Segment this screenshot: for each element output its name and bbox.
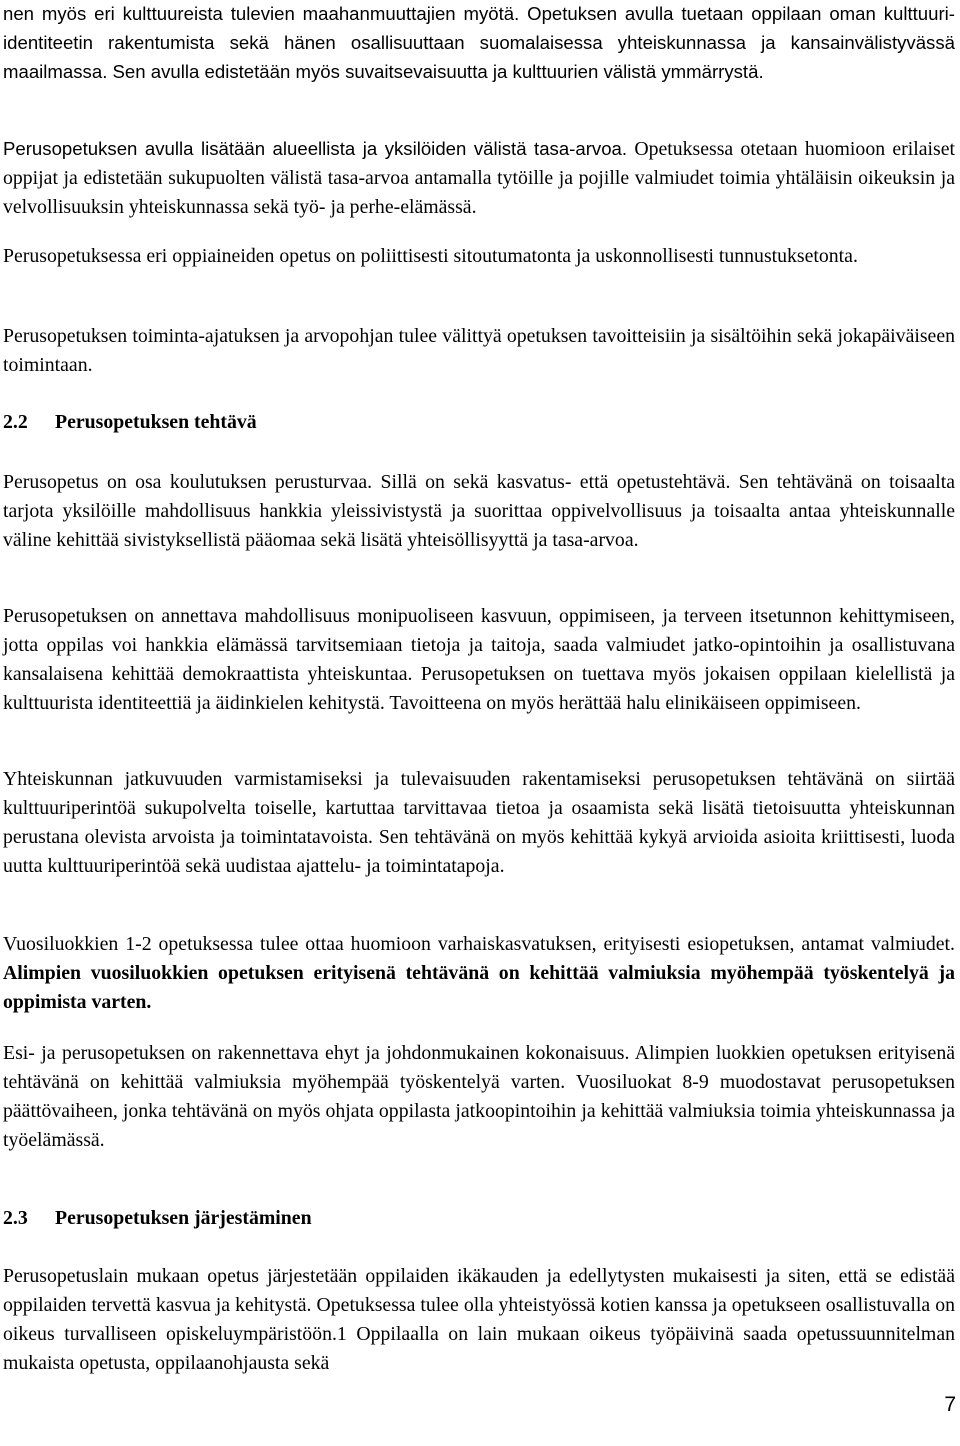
section-2-2-paragraph-1: Perusopetus on osa koulutuksen perusturvaa. Sillä on sekä kasvatus- että opetustehtävä. Sen tehtävänä on toisaalta tarjota yksilöille mahdollisuus hankkia yleissivistystä ja suorittaa oppivelvollisuus ja toisaalta antaa yhteiskunnalle väline kehittää sivistyksellistä pääomaa sekä lisätä yhteisöllisyyttä ja tasa-arvoa. bbox=[3, 471, 955, 551]
section-2-2-paragraph-4-lead: Vuosiluokkien 1-2 opetuksessa tulee ottaa huomioon varhaiskasvatuksen, erityisesti esiopetuksen, antamat valmiudet. bbox=[3, 933, 955, 955]
section-2-2-paragraph-4-bold: Alimpien vuosiluokkien opetuksen erityisenä tehtävänä on kehittää valmiuksia myöhempää työskentelyä ja oppimista varten. bbox=[3, 962, 955, 1013]
section-2-2-paragraph-3: Yhteiskunnan jatkuvuuden varmistamiseksi ja tulevaisuuden rakentamiseksi perusopetuksen tehtävänä on siirtää kulttuuriperintöä sukupolvelta toiselle, kartuttaa tarvittavaa tietoa ja osaamista sekä lisätä tietoisuutta yhteiskunnan perustana olevista arvoista ja toimintatavoista. Sen tehtävänä on myös kehittää kykyä arvioida asioita kriittisesti, luoda uutta kulttuuriperintöä sekä uudistaa ajattelu- ja toimintatapoja. bbox=[3, 768, 955, 877]
intro-paragraph-1: nen myös eri kulttuureista tulevien maahanmuuttajien myötä. Opetuksen avulla tuetaan oppilaan oman kulttuuri-identiteetin rakentumista sekä hänen osallisuuttaan suomalaisessa yhteiskunnassa ja kansainvälistyvässä maailmassa. Sen avulla edistetään myös suvaitsevaisuutta ja kulttuurien välistä ymmärrystä. bbox=[3, 3, 955, 82]
intro-paragraph-4: Perusopetuksen toiminta-ajatuksen ja arvopohjan tulee välittyä opetuksen tavoitteisiin ja sisältöihin sekä jokapäiväiseen toimintaan. bbox=[3, 325, 955, 376]
intro-paragraph-2-lead: Perusopetuksen avulla lisätään alueellista ja yksilöiden välistä tasa-arvoa. bbox=[3, 138, 628, 159]
intro-paragraph-2-rest: Opetuksessa otetaan huomioon erilaiset oppijat ja edistetään sukupuolten välistä tasa-arvoa antamalla tytöille ja pojille valmiudet toimia yhtäläisin oikeuksin ja velvollisuuksin yhteiskunnassa sekä työ- ja perhe-elämässä. bbox=[3, 138, 955, 218]
page-number: 7 bbox=[944, 1393, 956, 1416]
section-number: 2.2 bbox=[3, 411, 28, 433]
section-title: Perusopetuksen tehtävä bbox=[55, 411, 257, 433]
section-number: 2.3 bbox=[3, 1207, 28, 1229]
section-2-2-paragraph-5: Esi- ja perusopetuksen on rakennettava ehyt ja johdonmukainen kokonaisuus. Alimpien luokkien opetuksen erityisenä tehtävänä on kehittää valmiuksia myöhempää työskentelyä varten. Vuosiluokat 8-9 muodostavat perusopetuksen päättövaiheen, jonka tehtävänä on myös ohjata oppilasta jatkoopintoihin ja kehittää valmiuksia toimia yhteiskunnassa ja työelämässä. bbox=[3, 1042, 955, 1151]
section-heading-2-2 bbox=[3, 408, 257, 437]
section-2-2-paragraph-4 bbox=[3, 930, 955, 1017]
intro-paragraph-2 bbox=[3, 134, 955, 222]
section-title: Perusopetuksen järjestäminen bbox=[55, 1207, 312, 1229]
section-2-2-paragraph-2: Perusopetuksen on annettava mahdollisuus monipuoliseen kasvuun, oppimiseen, ja terveen itsetunnon kehittymiseen, jotta oppilas voi hankkia elämässä tarvitsemiaan tietoja ja taitoja, saada valmiudet jatko-opintoihin ja osallistuvana kansalaisena kehittää demokraattista yhteiskuntaa. Perusopetuksen on tuettava myös jokaisen oppilaan kielellistä ja kulttuurista identiteettiä ja äidinkielen kehitystä. Tavoitteena on myös herättää halu elinikäiseen oppimiseen. bbox=[3, 605, 955, 714]
section-heading-2-3 bbox=[3, 1204, 312, 1233]
intro-paragraph-3: Perusopetuksessa eri oppiaineiden opetus on poliittisesti sitoutumatonta ja uskonnollisesti tunnustuksetonta. bbox=[3, 245, 858, 267]
section-2-3-paragraph-1: Perusopetuslain mukaan opetus järjestetään oppilaiden ikäkauden ja edellytysten mukaisesti ja siten, että se edistää oppilaiden tervettä kasvua ja kehitystä. Opetuksessa tulee olla yhteistyössä kotien kanssa ja opetukseen osallistuvalla on oikeus turvalliseen opiskeluympäristöön.1 Oppilaalla on lain mukaan oikeus työpäivinä saada opetussuunnitelman mukaista opetusta, oppilaanohjausta sekä bbox=[3, 1265, 955, 1374]
